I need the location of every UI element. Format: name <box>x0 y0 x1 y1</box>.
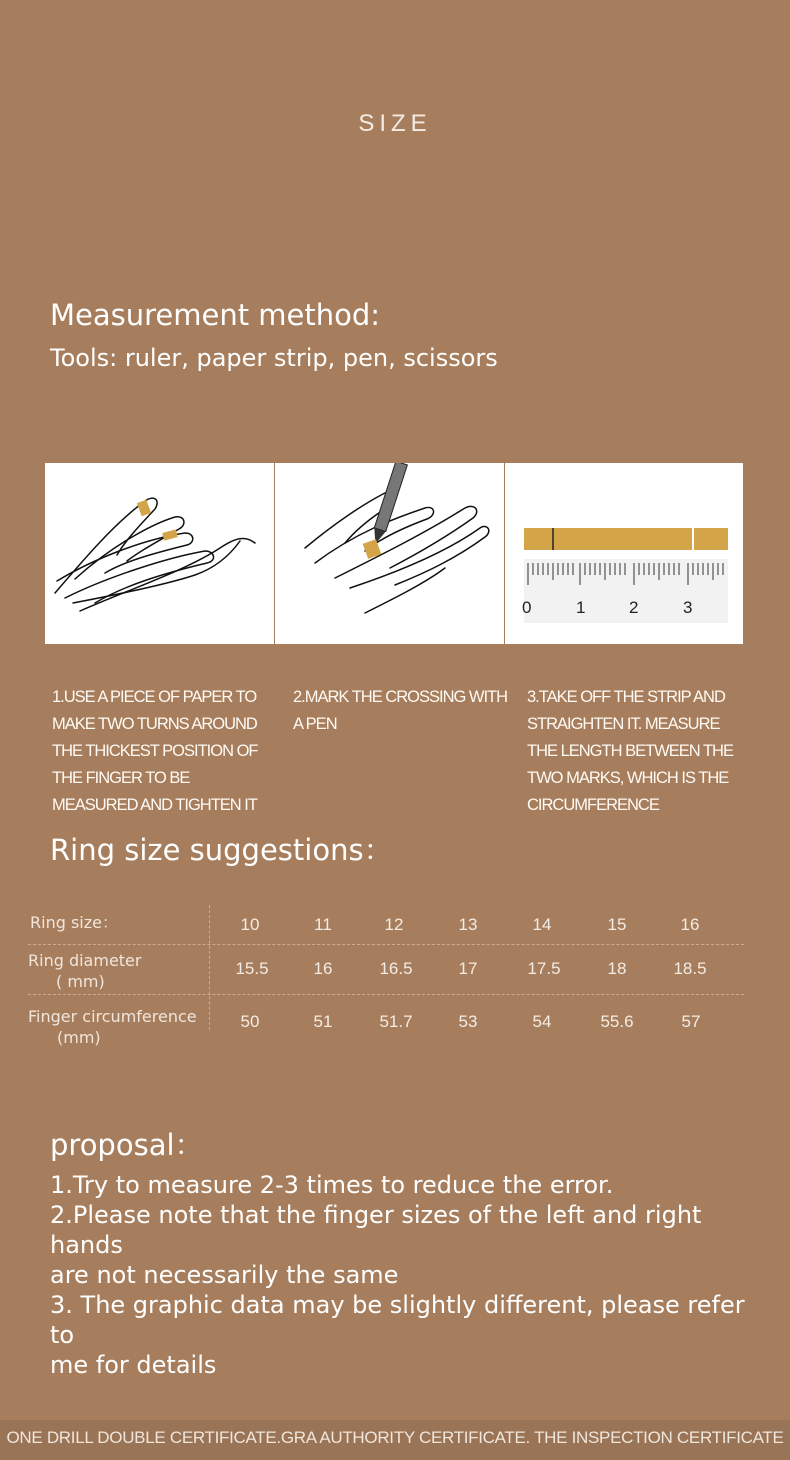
table-cell: 10 <box>240 915 260 934</box>
hand-wrap-icon <box>45 463 274 644</box>
table-row-divider <box>28 944 744 945</box>
step1-illustration <box>45 463 274 644</box>
table-cell: 14 <box>532 915 552 934</box>
table-cell: 50 <box>240 1012 260 1031</box>
ruler-icon <box>505 463 743 644</box>
finger-circumference-unit: (mm) <box>57 1028 101 1047</box>
step2-text: 2.MARK THE CROSSING WITH A PEN <box>293 688 508 733</box>
table-cell: 17 <box>458 959 478 978</box>
size-title: SIZE <box>358 110 432 137</box>
table-cell: 17.5 <box>527 959 561 978</box>
step3-illustration <box>505 463 743 644</box>
table-cell: 12 <box>384 915 404 934</box>
table-vertical-divider <box>209 905 210 1030</box>
step3-text: 3.TAKE OFF THE STRIP AND STRAIGHTEN IT. MEASURE THE LENGTH BETWEEN THE TWO MARKS, WHICH IS THE CIRCUMFERENCE <box>527 688 733 814</box>
table-cell: 54 <box>532 1012 552 1031</box>
table-cell: 13 <box>458 915 478 934</box>
table-cell: 15 <box>607 915 627 934</box>
table-cell: 11 <box>314 915 332 934</box>
pen-mark-icon <box>275 463 504 644</box>
suggestions-heading: Ring size suggestions： <box>50 833 393 867</box>
table-cell: 51 <box>313 1012 333 1031</box>
ring-size-label: Ring size： <box>30 913 118 932</box>
proposal-line: are not necessarily the same <box>50 1261 399 1289</box>
proposal-line: 3. The graphic data may be slightly different, please refer to <box>50 1291 745 1349</box>
table-cell: 16 <box>680 915 700 934</box>
table-cell: 55.6 <box>600 1012 634 1031</box>
ring-diameter-label: Ring diameter <box>28 951 142 970</box>
ring-diameter-unit: ( mm) <box>56 972 105 991</box>
table-cell: 51.7 <box>379 1012 413 1031</box>
table-cell: 15.5 <box>235 959 269 978</box>
table-cell: 18.5 <box>673 959 707 978</box>
proposal-line: 1.Try to measure 2-3 times to reduce the error. <box>50 1171 614 1199</box>
step2-illustration <box>275 463 504 644</box>
ruler-number-1: 1 <box>576 598 586 617</box>
ruler-number-3: 3 <box>683 598 693 617</box>
table-cell: 16 <box>313 959 333 978</box>
table-cell: 16.5 <box>379 959 413 978</box>
paper-strip <box>524 528 728 550</box>
table-cell: 53 <box>458 1012 478 1031</box>
tools-text: Tools: ruler, paper strip, pen, scissors <box>50 344 498 372</box>
table-row-divider <box>28 994 744 995</box>
ruler-number-2: 2 <box>629 598 639 617</box>
proposal-heading: proposal： <box>50 1128 204 1162</box>
finger-circumference-label: Finger circumference <box>28 1007 197 1026</box>
ruler-number-0: 0 <box>522 598 532 617</box>
proposal-list <box>50 1170 770 1380</box>
table-cell: 18 <box>607 959 627 978</box>
footer-text: ONE DRILL DOUBLE CERTIFICATE.GRA AUTHORITY CERTIFICATE. THE INSPECTION CERTIFICATE <box>6 1428 784 1447</box>
proposal-line: me for details <box>50 1351 217 1379</box>
table-cell: 57 <box>681 1012 701 1031</box>
size-table <box>0 905 790 1055</box>
step1-text: 1.USE A PIECE OF PAPER TO MAKE TWO TURNS AROUND THE THICKEST POSITION OF THE FINGER TO BE MEASURED AND TIGHTEN IT <box>52 688 258 814</box>
measurement-heading: Measurement method: <box>50 298 381 332</box>
proposal-line: 2.Please note that the finger sizes of the left and right hands <box>50 1201 702 1259</box>
